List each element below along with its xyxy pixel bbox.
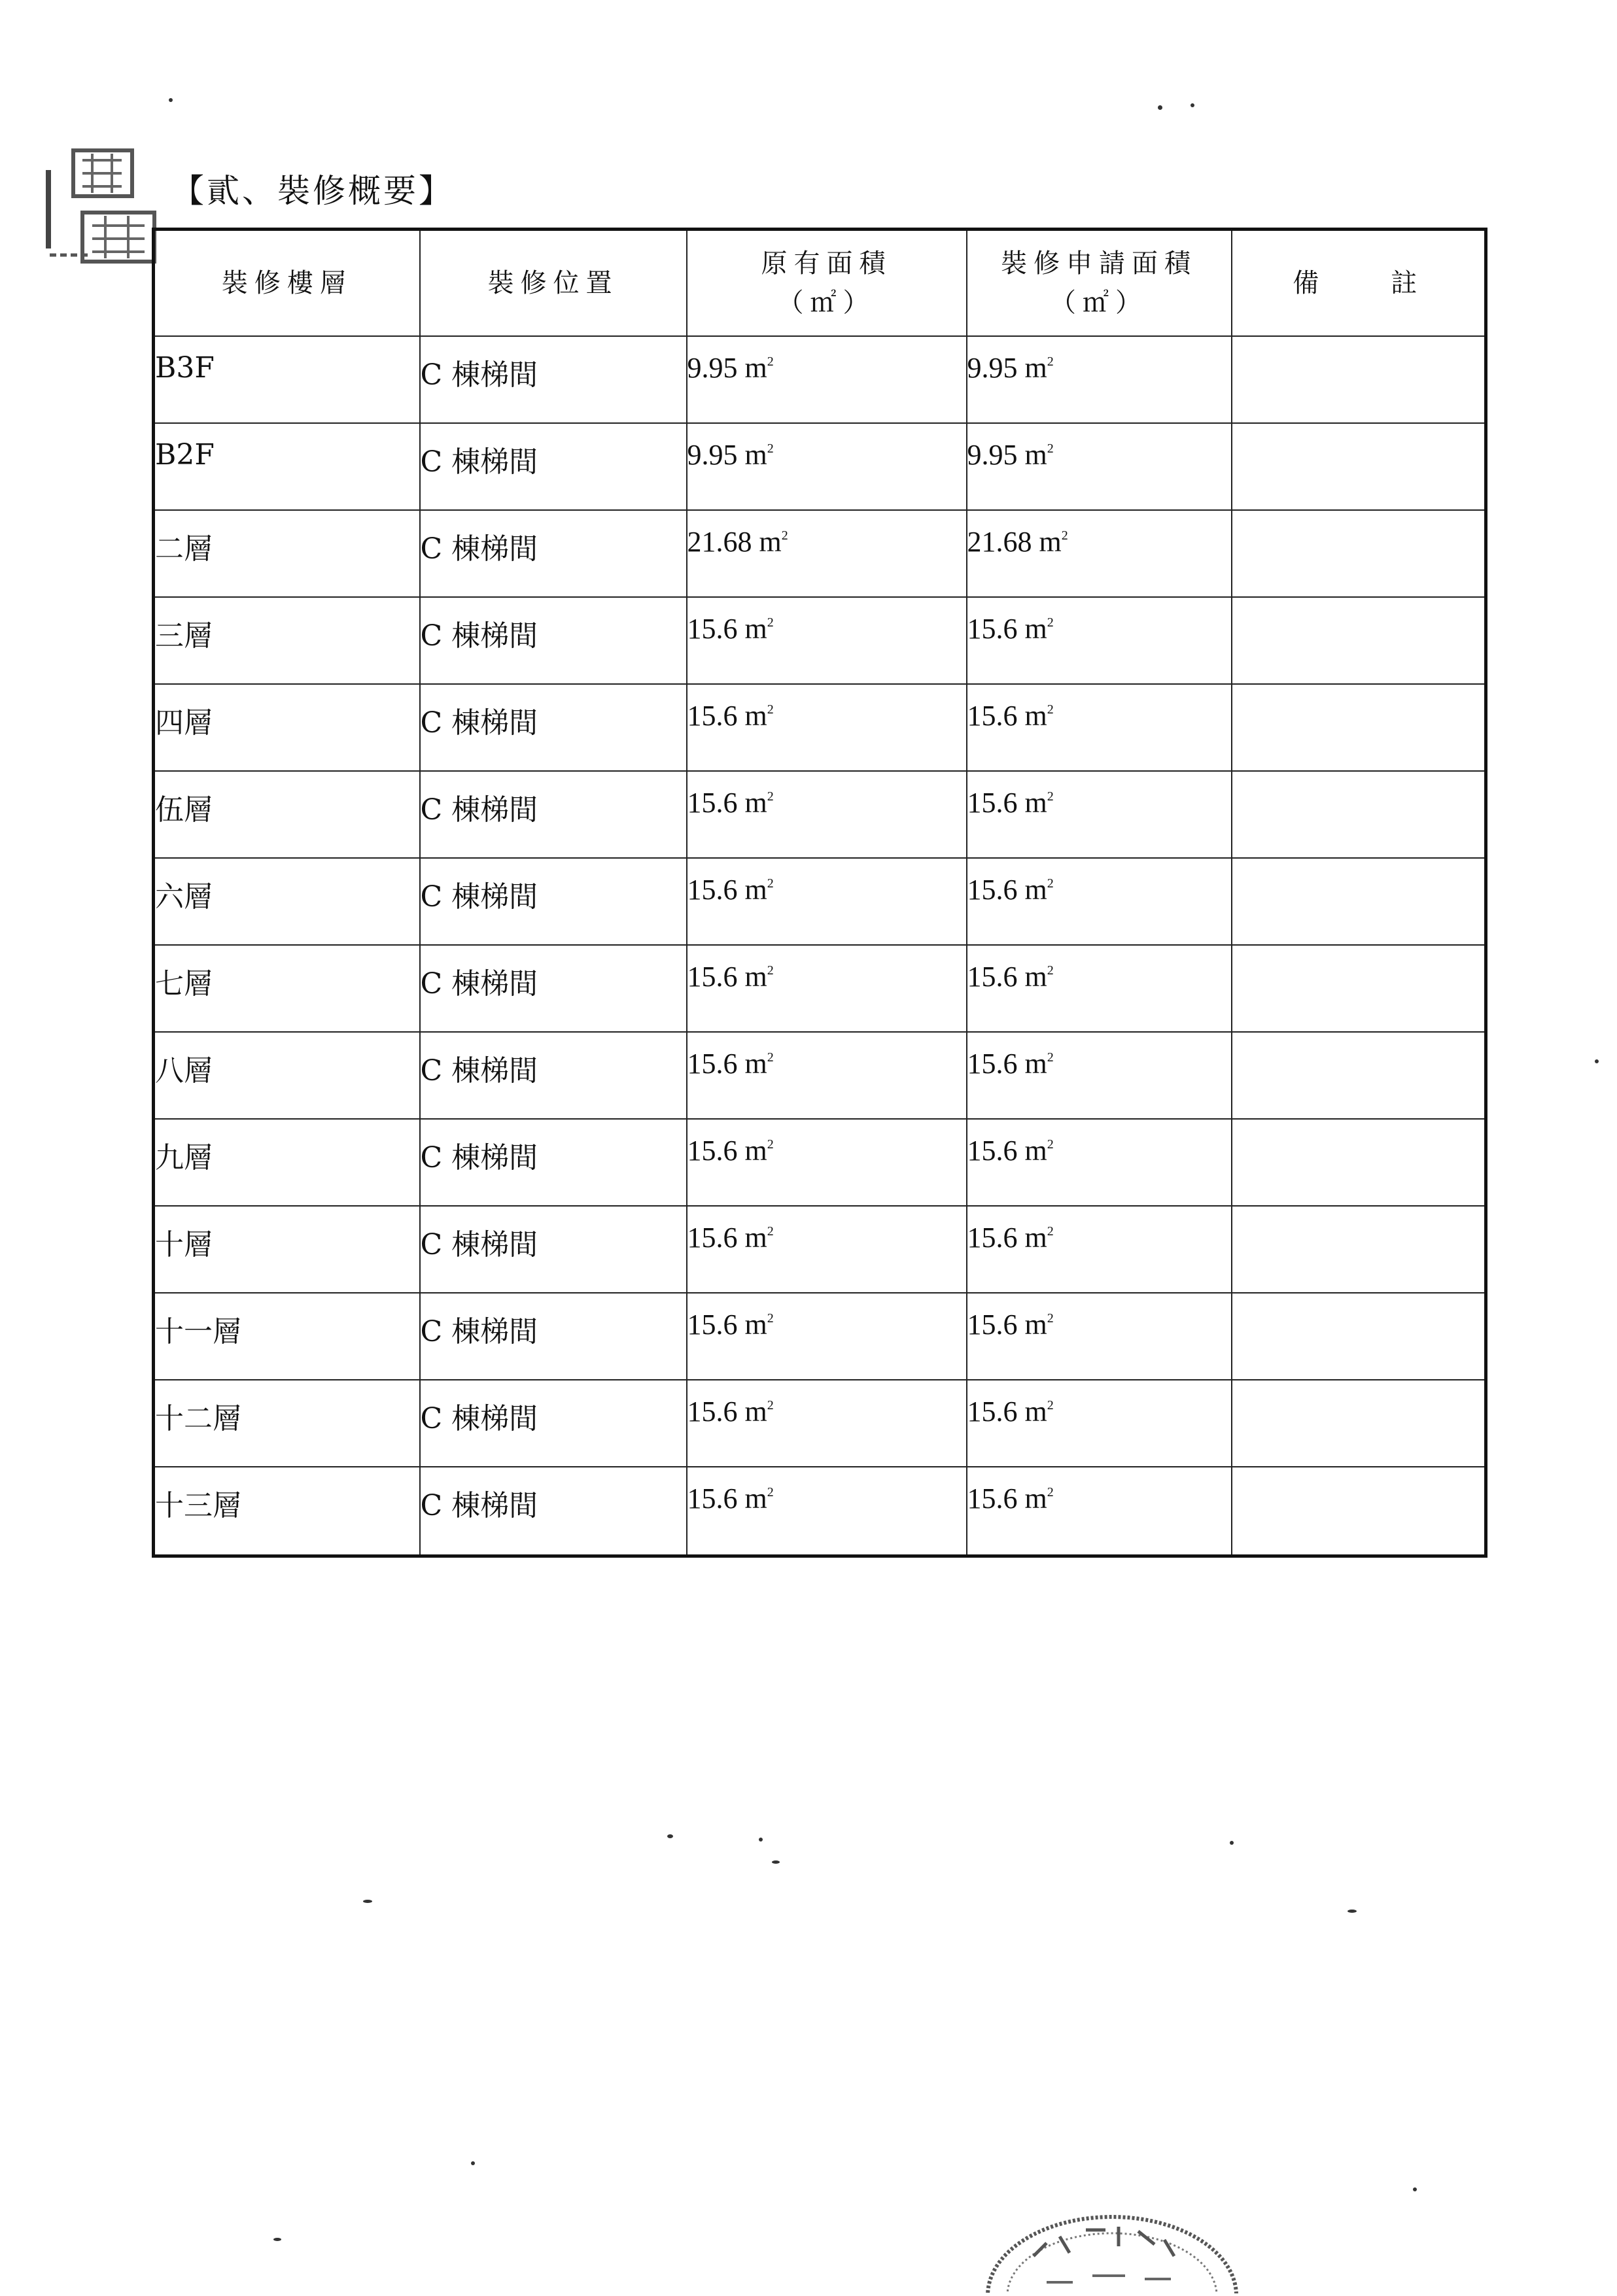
square-superscript: 2 — [767, 1311, 774, 1326]
location-cell-text: C 棟梯間 — [420, 706, 538, 740]
square-superscript: 2 — [1047, 876, 1054, 891]
remarks-cell — [1232, 1380, 1486, 1467]
floor-cell — [154, 945, 420, 1032]
original-area-cell-text: 15.6 m — [687, 700, 767, 732]
original-area-cell-text: 15.6 m — [687, 1482, 767, 1515]
square-superscript: 2 — [1061, 528, 1068, 543]
scan-speck — [363, 1900, 372, 1903]
scan-speck — [471, 2161, 475, 2165]
applied-area-cell-text: 21.68 m — [967, 526, 1062, 558]
original-area-cell-text: 9.95 m — [687, 439, 767, 471]
applied-area-cell-text: 15.6 m — [967, 613, 1047, 645]
original-area-cell-text: 15.6 m — [687, 1309, 767, 1341]
original-area-cell — [687, 1293, 967, 1380]
remarks-cell — [1232, 684, 1486, 771]
table-header-row — [154, 230, 1486, 337]
square-superscript: 2 — [767, 1050, 774, 1065]
section-title: 【貳、裝修概要】 — [171, 172, 454, 210]
square-superscript: 2 — [767, 1224, 774, 1239]
table-row — [154, 510, 1486, 597]
applied-area-cell — [967, 423, 1232, 510]
location-cell-text: C 棟梯間 — [420, 1489, 538, 1522]
original-area-cell — [687, 771, 967, 858]
floor-cell — [154, 684, 420, 771]
header-original-area-unit: （㎡） — [777, 288, 876, 318]
square-superscript: 2 — [1047, 441, 1054, 456]
square-superscript: 2 — [767, 615, 774, 630]
floor-cell — [154, 423, 420, 510]
square-superscript: 2 — [767, 354, 774, 369]
square-superscript: 2 — [1047, 963, 1054, 978]
floor-cell-text: 十三層 — [155, 1489, 241, 1522]
table-row — [154, 858, 1486, 945]
header-remarks: 備 註 — [1232, 230, 1486, 337]
remarks-cell — [1232, 858, 1486, 945]
square-superscript: 2 — [1047, 789, 1054, 804]
square-superscript: 2 — [767, 1398, 774, 1413]
original-area-cell-text: 15.6 m — [687, 787, 767, 819]
floor-cell — [154, 1119, 420, 1206]
location-cell-text: C 棟梯間 — [420, 1315, 538, 1348]
applied-area-cell-text: 15.6 m — [967, 787, 1047, 819]
scan-speck — [1413, 2187, 1417, 2191]
scan-speck — [772, 1860, 780, 1864]
official-seal-icon — [975, 2158, 1249, 2293]
square-superscript: 2 — [1047, 1137, 1054, 1152]
table-body — [154, 336, 1486, 1556]
location-cell-text: C 棟梯間 — [420, 793, 538, 827]
location-cell-text: C 棟梯間 — [420, 532, 538, 566]
original-area-cell — [687, 1380, 967, 1467]
original-area-cell — [687, 858, 967, 945]
location-cell — [420, 1380, 687, 1467]
floor-cell — [154, 510, 420, 597]
scan-speck — [759, 1838, 763, 1842]
location-cell — [420, 1119, 687, 1206]
original-area-cell-text: 15.6 m — [687, 1396, 767, 1428]
header-original-area — [687, 230, 967, 337]
applied-area-cell — [967, 1467, 1232, 1556]
square-superscript: 2 — [767, 963, 774, 978]
table-row — [154, 1467, 1486, 1556]
square-superscript: 2 — [1047, 354, 1054, 369]
floor-cell-text: 三層 — [155, 619, 213, 653]
table-row — [154, 423, 1486, 510]
location-cell — [420, 684, 687, 771]
original-area-cell-text: 15.6 m — [687, 1135, 767, 1167]
floor-cell-text: 九層 — [155, 1141, 213, 1174]
remarks-cell — [1232, 945, 1486, 1032]
applied-area-cell-text: 15.6 m — [967, 1135, 1047, 1167]
square-superscript: 2 — [1047, 702, 1054, 717]
location-cell — [420, 597, 687, 684]
floor-cell — [154, 1206, 420, 1293]
scan-speck — [1595, 1059, 1599, 1063]
applied-area-cell — [967, 510, 1232, 597]
floor-cell — [154, 1032, 420, 1119]
floor-cell-text: 七層 — [155, 967, 213, 1001]
table-row — [154, 1380, 1486, 1467]
location-cell — [420, 858, 687, 945]
location-cell-text: C 棟梯間 — [420, 967, 538, 1001]
remarks-cell — [1232, 510, 1486, 597]
remarks-cell — [1232, 1206, 1486, 1293]
remarks-cell — [1232, 1467, 1486, 1556]
header-floor: 裝修樓層 — [154, 230, 420, 337]
applied-area-cell-text: 15.6 m — [967, 1396, 1047, 1428]
applied-area-cell-text: 15.6 m — [967, 700, 1047, 732]
floor-cell-text: B2F — [155, 438, 215, 471]
location-cell — [420, 1467, 687, 1556]
square-superscript: 2 — [1047, 1224, 1054, 1239]
header-location: 裝修位置 — [420, 230, 687, 337]
original-area-cell — [687, 1206, 967, 1293]
location-cell-text: C 棟梯間 — [420, 619, 538, 653]
square-superscript: 2 — [1047, 1311, 1054, 1326]
applied-area-cell — [967, 1206, 1232, 1293]
applied-area-cell-text: 15.6 m — [967, 1222, 1047, 1254]
square-superscript: 2 — [767, 702, 774, 717]
floor-cell-text: 二層 — [155, 532, 213, 566]
scan-speck — [667, 1834, 673, 1838]
floor-cell — [154, 336, 420, 423]
square-superscript: 2 — [1047, 1398, 1054, 1413]
applied-area-cell-text: 15.6 m — [967, 1482, 1047, 1515]
applied-area-cell — [967, 1293, 1232, 1380]
table-row — [154, 1032, 1486, 1119]
original-area-cell-text: 21.68 m — [687, 526, 782, 558]
original-area-cell — [687, 1032, 967, 1119]
applied-area-cell-text: 15.6 m — [967, 961, 1047, 993]
floor-cell — [154, 858, 420, 945]
remarks-cell — [1232, 771, 1486, 858]
scan-speck — [273, 2238, 281, 2241]
square-superscript: 2 — [767, 876, 774, 891]
applied-area-cell-text: 15.6 m — [967, 1048, 1047, 1080]
original-area-cell — [687, 1119, 967, 1206]
original-area-cell-text: 15.6 m — [687, 613, 767, 645]
square-superscript: 2 — [781, 528, 788, 543]
table-row — [154, 336, 1486, 423]
original-area-cell-text: 15.6 m — [687, 1222, 767, 1254]
scan-speck — [1230, 1841, 1234, 1845]
original-area-cell-text: 15.6 m — [687, 1048, 767, 1080]
floor-cell — [154, 1467, 420, 1556]
original-area-cell — [687, 597, 967, 684]
floor-cell-text: 十層 — [155, 1228, 213, 1261]
floor-cell-text: 十一層 — [155, 1315, 241, 1348]
applied-area-cell — [967, 597, 1232, 684]
location-cell — [420, 336, 687, 423]
applied-area-cell — [967, 1119, 1232, 1206]
remarks-cell — [1232, 1293, 1486, 1380]
remarks-cell — [1232, 1119, 1486, 1206]
original-area-cell — [687, 423, 967, 510]
remarks-cell — [1232, 336, 1486, 423]
table-row — [154, 1206, 1486, 1293]
location-cell — [420, 1032, 687, 1119]
applied-area-cell-text: 9.95 m — [967, 352, 1047, 384]
remarks-cell — [1232, 597, 1486, 684]
scan-speck — [1158, 105, 1162, 110]
header-original-area-label: 原有面積 — [761, 248, 892, 279]
applied-area-cell-text: 9.95 m — [967, 439, 1047, 471]
original-area-cell-text: 15.6 m — [687, 961, 767, 993]
table-row — [154, 684, 1486, 771]
table-row — [154, 945, 1486, 1032]
table-row — [154, 1293, 1486, 1380]
location-cell-text: C 棟梯間 — [420, 1228, 538, 1261]
applied-area-cell-text: 15.6 m — [967, 1309, 1047, 1341]
square-superscript: 2 — [767, 1485, 774, 1499]
remarks-cell — [1232, 423, 1486, 510]
location-cell-text: C 棟梯間 — [420, 1054, 538, 1088]
original-area-cell — [687, 1467, 967, 1556]
renovation-area-table — [152, 228, 1487, 1558]
header-applied-area-label: 裝修申請面積 — [1001, 248, 1197, 279]
floor-cell-text: 四層 — [155, 706, 213, 740]
location-cell — [420, 945, 687, 1032]
floor-cell-text: 六層 — [155, 880, 213, 914]
applied-area-cell-text: 15.6 m — [967, 874, 1047, 906]
applied-area-cell — [967, 771, 1232, 858]
square-superscript: 2 — [767, 1137, 774, 1152]
square-superscript: 2 — [1047, 615, 1054, 630]
remarks-cell — [1232, 1032, 1486, 1119]
location-cell-text: C 棟梯間 — [420, 445, 538, 479]
floor-cell-text: 八層 — [155, 1054, 213, 1088]
location-cell — [420, 510, 687, 597]
original-area-cell-text: 9.95 m — [687, 352, 767, 384]
location-cell-text: C 棟梯間 — [420, 1141, 538, 1174]
applied-area-cell — [967, 945, 1232, 1032]
location-cell — [420, 771, 687, 858]
location-cell-text: C 棟梯間 — [420, 880, 538, 914]
location-cell — [420, 1206, 687, 1293]
table-row — [154, 597, 1486, 684]
header-applied-area — [967, 230, 1232, 337]
square-superscript: 2 — [1047, 1050, 1054, 1065]
square-superscript: 2 — [1047, 1485, 1054, 1499]
original-area-cell-text: 15.6 m — [687, 874, 767, 906]
floor-cell-text: 十二層 — [155, 1402, 241, 1435]
location-cell-text: C 棟梯間 — [420, 358, 538, 392]
scan-speck — [1348, 1910, 1357, 1913]
original-area-cell — [687, 510, 967, 597]
location-cell — [420, 1293, 687, 1380]
applied-area-cell — [967, 684, 1232, 771]
original-area-cell — [687, 684, 967, 771]
floor-cell — [154, 597, 420, 684]
floor-cell — [154, 771, 420, 858]
scan-speck — [1191, 103, 1194, 107]
location-cell-text: C 棟梯間 — [420, 1402, 538, 1435]
floor-cell — [154, 1293, 420, 1380]
square-superscript: 2 — [767, 441, 774, 456]
applied-area-cell — [967, 336, 1232, 423]
original-area-cell — [687, 945, 967, 1032]
square-superscript: 2 — [767, 789, 774, 804]
applied-area-cell — [967, 1380, 1232, 1467]
location-cell — [420, 423, 687, 510]
floor-cell-text: 伍層 — [155, 793, 213, 827]
applied-area-cell — [967, 1032, 1232, 1119]
original-area-cell — [687, 336, 967, 423]
header-applied-area-unit: （㎡） — [1050, 288, 1148, 318]
binding-seal-icon — [43, 144, 161, 268]
floor-cell-text: B3F — [155, 351, 215, 385]
floor-cell — [154, 1380, 420, 1467]
applied-area-cell — [967, 858, 1232, 945]
table-row — [154, 1119, 1486, 1206]
table-row — [154, 771, 1486, 858]
scan-speck — [169, 98, 173, 102]
